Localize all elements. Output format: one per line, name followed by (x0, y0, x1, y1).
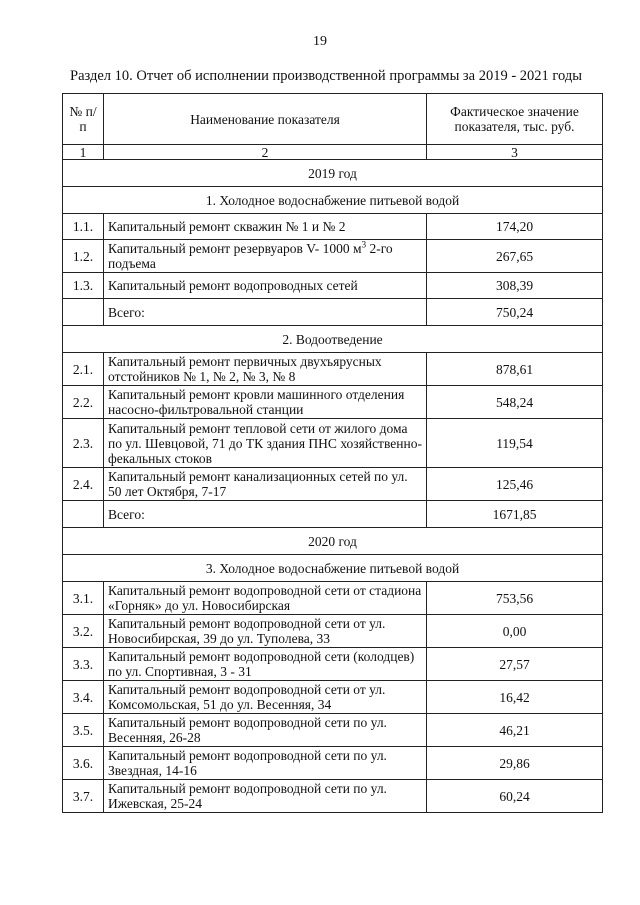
year-label: 2019 год (63, 160, 603, 187)
row-value: 27,57 (427, 648, 603, 681)
year-row-2020 (63, 528, 603, 555)
row-num: 3.4. (63, 681, 104, 714)
table-row (63, 615, 603, 648)
header-value: Фактическое значение показателя, тыс. руб. (427, 94, 603, 145)
table-row (63, 353, 603, 386)
section-title: Раздел 10. Отчет об исполнении производственной программы за 2019 - 2021 годы (70, 68, 582, 84)
row-name-part: Капитальный ремонт резервуаров V- 1000 м (108, 241, 362, 256)
row-value: 267,65 (427, 240, 603, 273)
row-num: 3.3. (63, 648, 104, 681)
row-name: Капитальный ремонт водопроводной сети от ул. Комсомольская, 51 до ул. Весенняя, 34 (104, 681, 427, 714)
row-value: 753,56 (427, 582, 603, 615)
total-label: Всего: (104, 501, 427, 528)
row-num: 1.2. (63, 240, 104, 273)
row-value: 548,24 (427, 386, 603, 419)
year-row-2019 (63, 160, 603, 187)
row-num: 3.2. (63, 615, 104, 648)
table-row (63, 468, 603, 501)
row-value: 308,39 (427, 273, 603, 299)
total-row (63, 299, 603, 326)
row-num: 2.3. (63, 419, 104, 468)
row-num: 3.6. (63, 747, 104, 780)
row-num: 3.5. (63, 714, 104, 747)
index-cell: 1 (63, 145, 104, 160)
page-number: 19 (313, 34, 327, 49)
table-row (63, 273, 603, 299)
year-label: 2020 год (63, 528, 603, 555)
row-num: 3.1. (63, 582, 104, 615)
row-name: Капитальный ремонт скважин № 1 и № 2 (104, 214, 427, 240)
index-row (63, 145, 603, 160)
row-name: Капитальный ремонт тепловой сети от жилого дома по ул. Шевцовой, 71 до ТК здания ПНС хозяйственно-фекальных стоков (104, 419, 427, 468)
total-num (63, 501, 104, 528)
group-row-1 (63, 187, 603, 214)
row-name: Капитальный ремонт водопроводной сети по ул. Звездная, 14-16 (104, 747, 427, 780)
row-num: 1.1. (63, 214, 104, 240)
row-value: 878,61 (427, 353, 603, 386)
row-num: 2.2. (63, 386, 104, 419)
total-value: 1671,85 (427, 501, 603, 528)
table-row (63, 419, 603, 468)
total-row (63, 501, 603, 528)
row-name: Капитальный ремонт водопроводных сетей (104, 273, 427, 299)
index-cell: 2 (104, 145, 427, 160)
group-title: 2. Водоотведение (63, 326, 603, 353)
header-name: Наименование показателя (104, 94, 427, 145)
row-value: 174,20 (427, 214, 603, 240)
table-row (63, 386, 603, 419)
row-name-part: 2-го подъема (108, 241, 393, 271)
row-value: 46,21 (427, 714, 603, 747)
table-row (63, 214, 603, 240)
row-name: Капитальный ремонт первичных двухъярусных отстойников № 1, № 2, № 3, № 8 (104, 353, 427, 386)
table-row (63, 714, 603, 747)
index-cell: 3 (427, 145, 603, 160)
header-row (63, 94, 603, 145)
table-row (63, 648, 603, 681)
total-num (63, 299, 104, 326)
row-name: Капитальный ремонт канализационных сетей по ул. 50 лет Октября, 7-17 (104, 468, 427, 501)
row-name: Капитальный ремонт кровли машинного отделения насосно-фильтровальной станции (104, 386, 427, 419)
row-value: 125,46 (427, 468, 603, 501)
row-num: 1.3. (63, 273, 104, 299)
row-num: 3.7. (63, 780, 104, 813)
row-value: 119,54 (427, 419, 603, 468)
row-value: 0,00 (427, 615, 603, 648)
table-row (63, 681, 603, 714)
row-name: Капитальный ремонт водопроводной сети по ул. Весенняя, 26-28 (104, 714, 427, 747)
row-value: 60,24 (427, 780, 603, 813)
row-num: 2.4. (63, 468, 104, 501)
row-value: 16,42 (427, 681, 603, 714)
group-row-2 (63, 326, 603, 353)
row-num: 2.1. (63, 353, 104, 386)
total-value: 750,24 (427, 299, 603, 326)
group-title: 3. Холодное водоснабжение питьевой водой (63, 555, 603, 582)
group-title: 1. Холодное водоснабжение питьевой водой (63, 187, 603, 214)
row-name-superscript: 3 (361, 239, 367, 250)
table-row (63, 582, 603, 615)
table-row (63, 240, 603, 273)
total-label: Всего: (104, 299, 427, 326)
report-table (62, 93, 603, 813)
table-row (63, 747, 603, 780)
row-name: Капитальный ремонт водопроводной сети (колодцев) по ул. Спортивная, 3 - 31 (104, 648, 427, 681)
table-row (63, 780, 603, 813)
row-name: Капитальный ремонт водопроводной сети от ул. Новосибирская, 39 до ул. Туполева, 33 (104, 615, 427, 648)
row-name: Капитальный ремонт водопроводной сети от стадиона «Горняк» до ул. Новосибирская (104, 582, 427, 615)
row-name (104, 240, 427, 273)
group-row-3 (63, 555, 603, 582)
row-name: Капитальный ремонт водопроводной сети по ул. Ижевская, 25-24 (104, 780, 427, 813)
header-num: № п/п (63, 94, 104, 145)
row-value: 29,86 (427, 747, 603, 780)
